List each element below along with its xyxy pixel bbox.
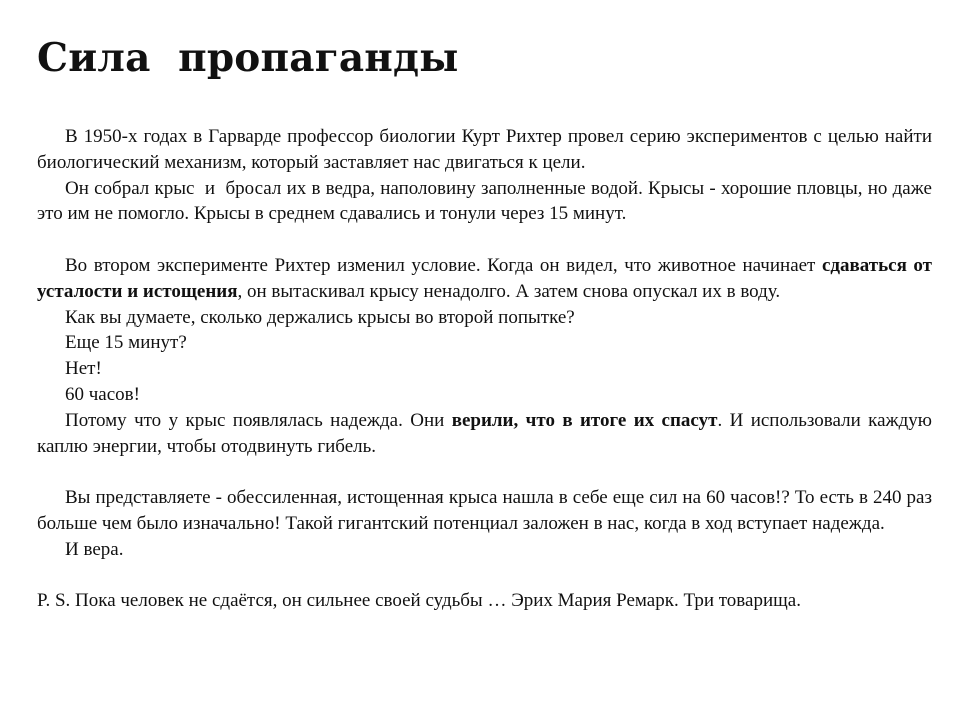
bold-phrase: верили, что в итоге их спасут [451, 409, 718, 431]
bold-phrase: сдаваться от усталости и истощения [37, 254, 937, 302]
paragraph-no: Нет! [65, 358, 102, 380]
text-run: , он вытаскивал крысу ненадолго. А затем снова опускал их в воду. [237, 280, 781, 302]
paragraph-first-experiment: Он собрал крыс и бросал их в ведра, наполовину заполненные водой. Крысы - хорошие пловцы, но даже это им не помогло. Крысы в среднем сдавались и тонули через 15 минут. [37, 177, 937, 225]
paragraph-second-experiment [37, 253, 937, 305]
text-run: Потому что у крыс появлялась надежда. Они [65, 409, 452, 431]
paragraph-answer: 60 часов! [65, 383, 140, 405]
page-title: Сила пропаганды [37, 35, 459, 81]
paragraph-spacer [37, 563, 932, 589]
document-page [37, 28, 937, 614]
paragraph-conclusion: Вы представляете - обессиленная, истощенная крыса нашла в себе еще сил на 60 часов!? То есть в 240 раз больше чем было изначально! Такой гигантский потенциал заложен в нас, когда в ход вступает надежда. [37, 487, 937, 534]
paragraph-hope [37, 408, 937, 460]
text-run: . И использовали каждую каплю энергии, чтобы отодвинуть гибель. [37, 409, 937, 457]
paragraph-postscript: P. S. Пока человек не сдаётся, он сильнее своей судьбы … Эрих Мария Ремарк. Три товарища. [37, 590, 801, 612]
paragraph-harvard-intro: В 1950-х годах в Гарварде профессор биологии Курт Рихтер провел серию экспериментов с целью найти биологический механизм, который заставляет нас двигаться к цели. [37, 126, 937, 173]
paragraph-faith: И вера. [65, 538, 124, 560]
paragraph-question: Как вы думаете, сколько держались крысы во второй попытке? [65, 306, 575, 328]
paragraph-spacer [37, 227, 932, 253]
paragraph-guess: Еще 15 минут? [65, 332, 187, 354]
paragraph-spacer [37, 459, 932, 485]
text-run: Во втором эксперименте Рихтер изменил условие. Когда он видел, что животное начинает [65, 254, 822, 276]
document-body [37, 124, 937, 614]
